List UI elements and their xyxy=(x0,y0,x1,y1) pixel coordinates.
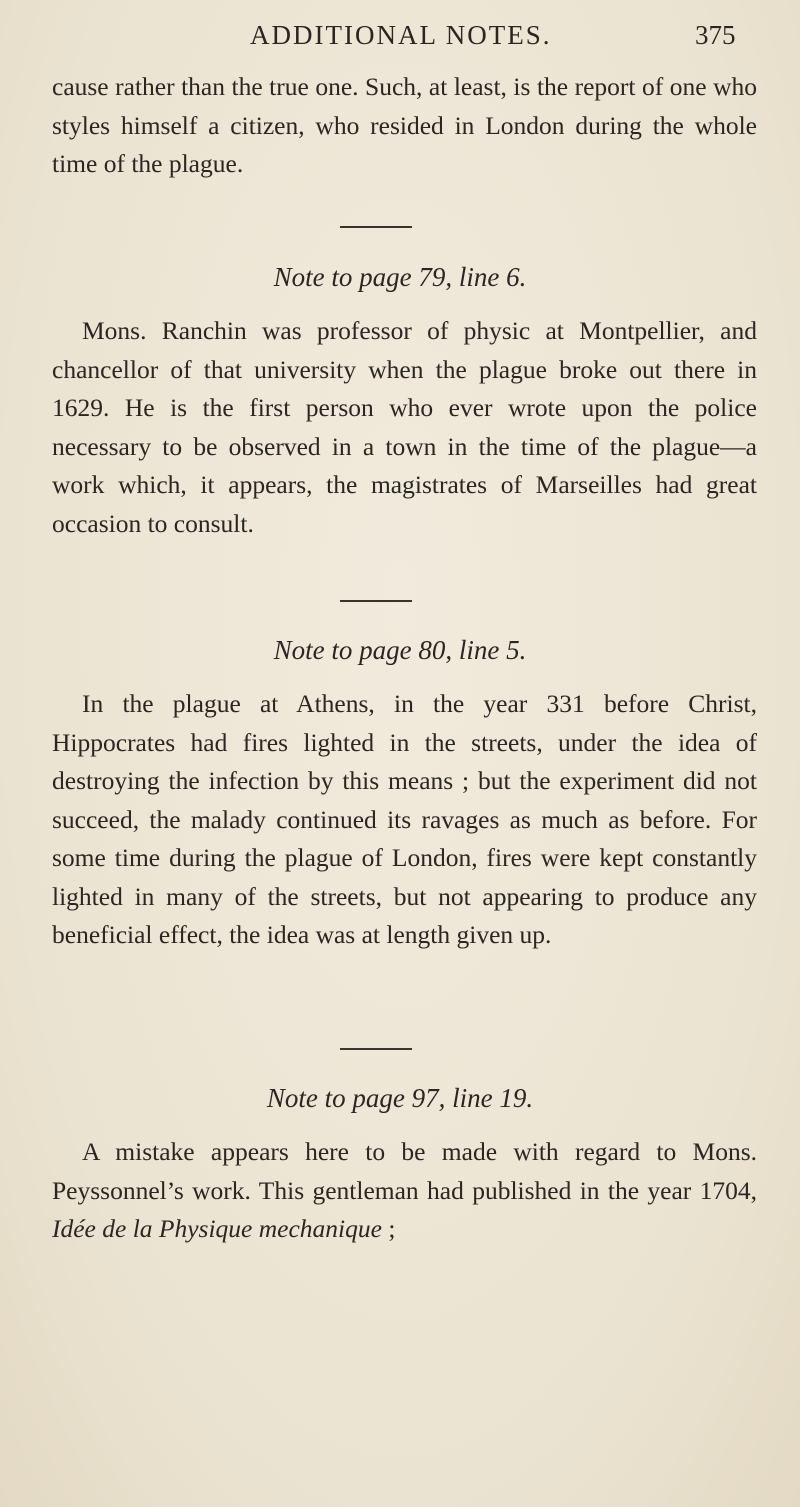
note-heading-2: Note to page 80, line 5. xyxy=(273,635,527,665)
book-title: Idée de la Physique mechanique xyxy=(52,1214,382,1243)
running-head xyxy=(0,20,800,60)
note-text-2: In the plague at Athens, in the year 331 before Christ, Hippocrates had fires lighted in the streets, under the idea of destroying the infection by this means ; but the experiment did not succeed, the malady continued its ravages as much as before. For some time during the plague of London, fires were kept constantly lighted in many of the streets, but not appearing to produce any beneficial effect, the idea was at length given up. xyxy=(52,689,757,949)
section-divider xyxy=(340,226,412,228)
section-divider xyxy=(340,600,412,602)
note-paragraph-2 xyxy=(52,685,757,955)
note-text-3-start: A mistake appears here to be made with regard to Mons. Peyssonnel’s work. This gentleman had published in the year 1704, xyxy=(52,1137,757,1205)
intro-paragraph xyxy=(52,68,757,184)
note-text-3 xyxy=(52,1133,757,1249)
note-paragraph-1 xyxy=(52,312,757,543)
note-heading-3: Note to page 97, line 19. xyxy=(266,1083,534,1113)
note-heading-1: Note to page 79, line 6. xyxy=(273,262,527,292)
intro-text: cause rather than the true one. Such, at least, is the report of one who styles himself a citizen, who resided in London during the whole time of the plague. xyxy=(52,72,757,178)
note-text-3-end: ; xyxy=(388,1214,396,1243)
note-text-1: Mons. Ranchin was professor of physic at Montpellier, and chancellor of that university when the plague broke out there in 1629. He is the first person who ever wrote upon the police necessary to be observed in a town in the time of the plague—a work which, it appears, the magistrates of Marseilles had great occasion to consult. xyxy=(52,316,757,538)
section-divider xyxy=(340,1048,412,1050)
running-title: ADDITIONAL NOTES. xyxy=(250,20,552,50)
page-number: 375 xyxy=(695,20,736,50)
note-paragraph-3 xyxy=(52,1133,757,1249)
